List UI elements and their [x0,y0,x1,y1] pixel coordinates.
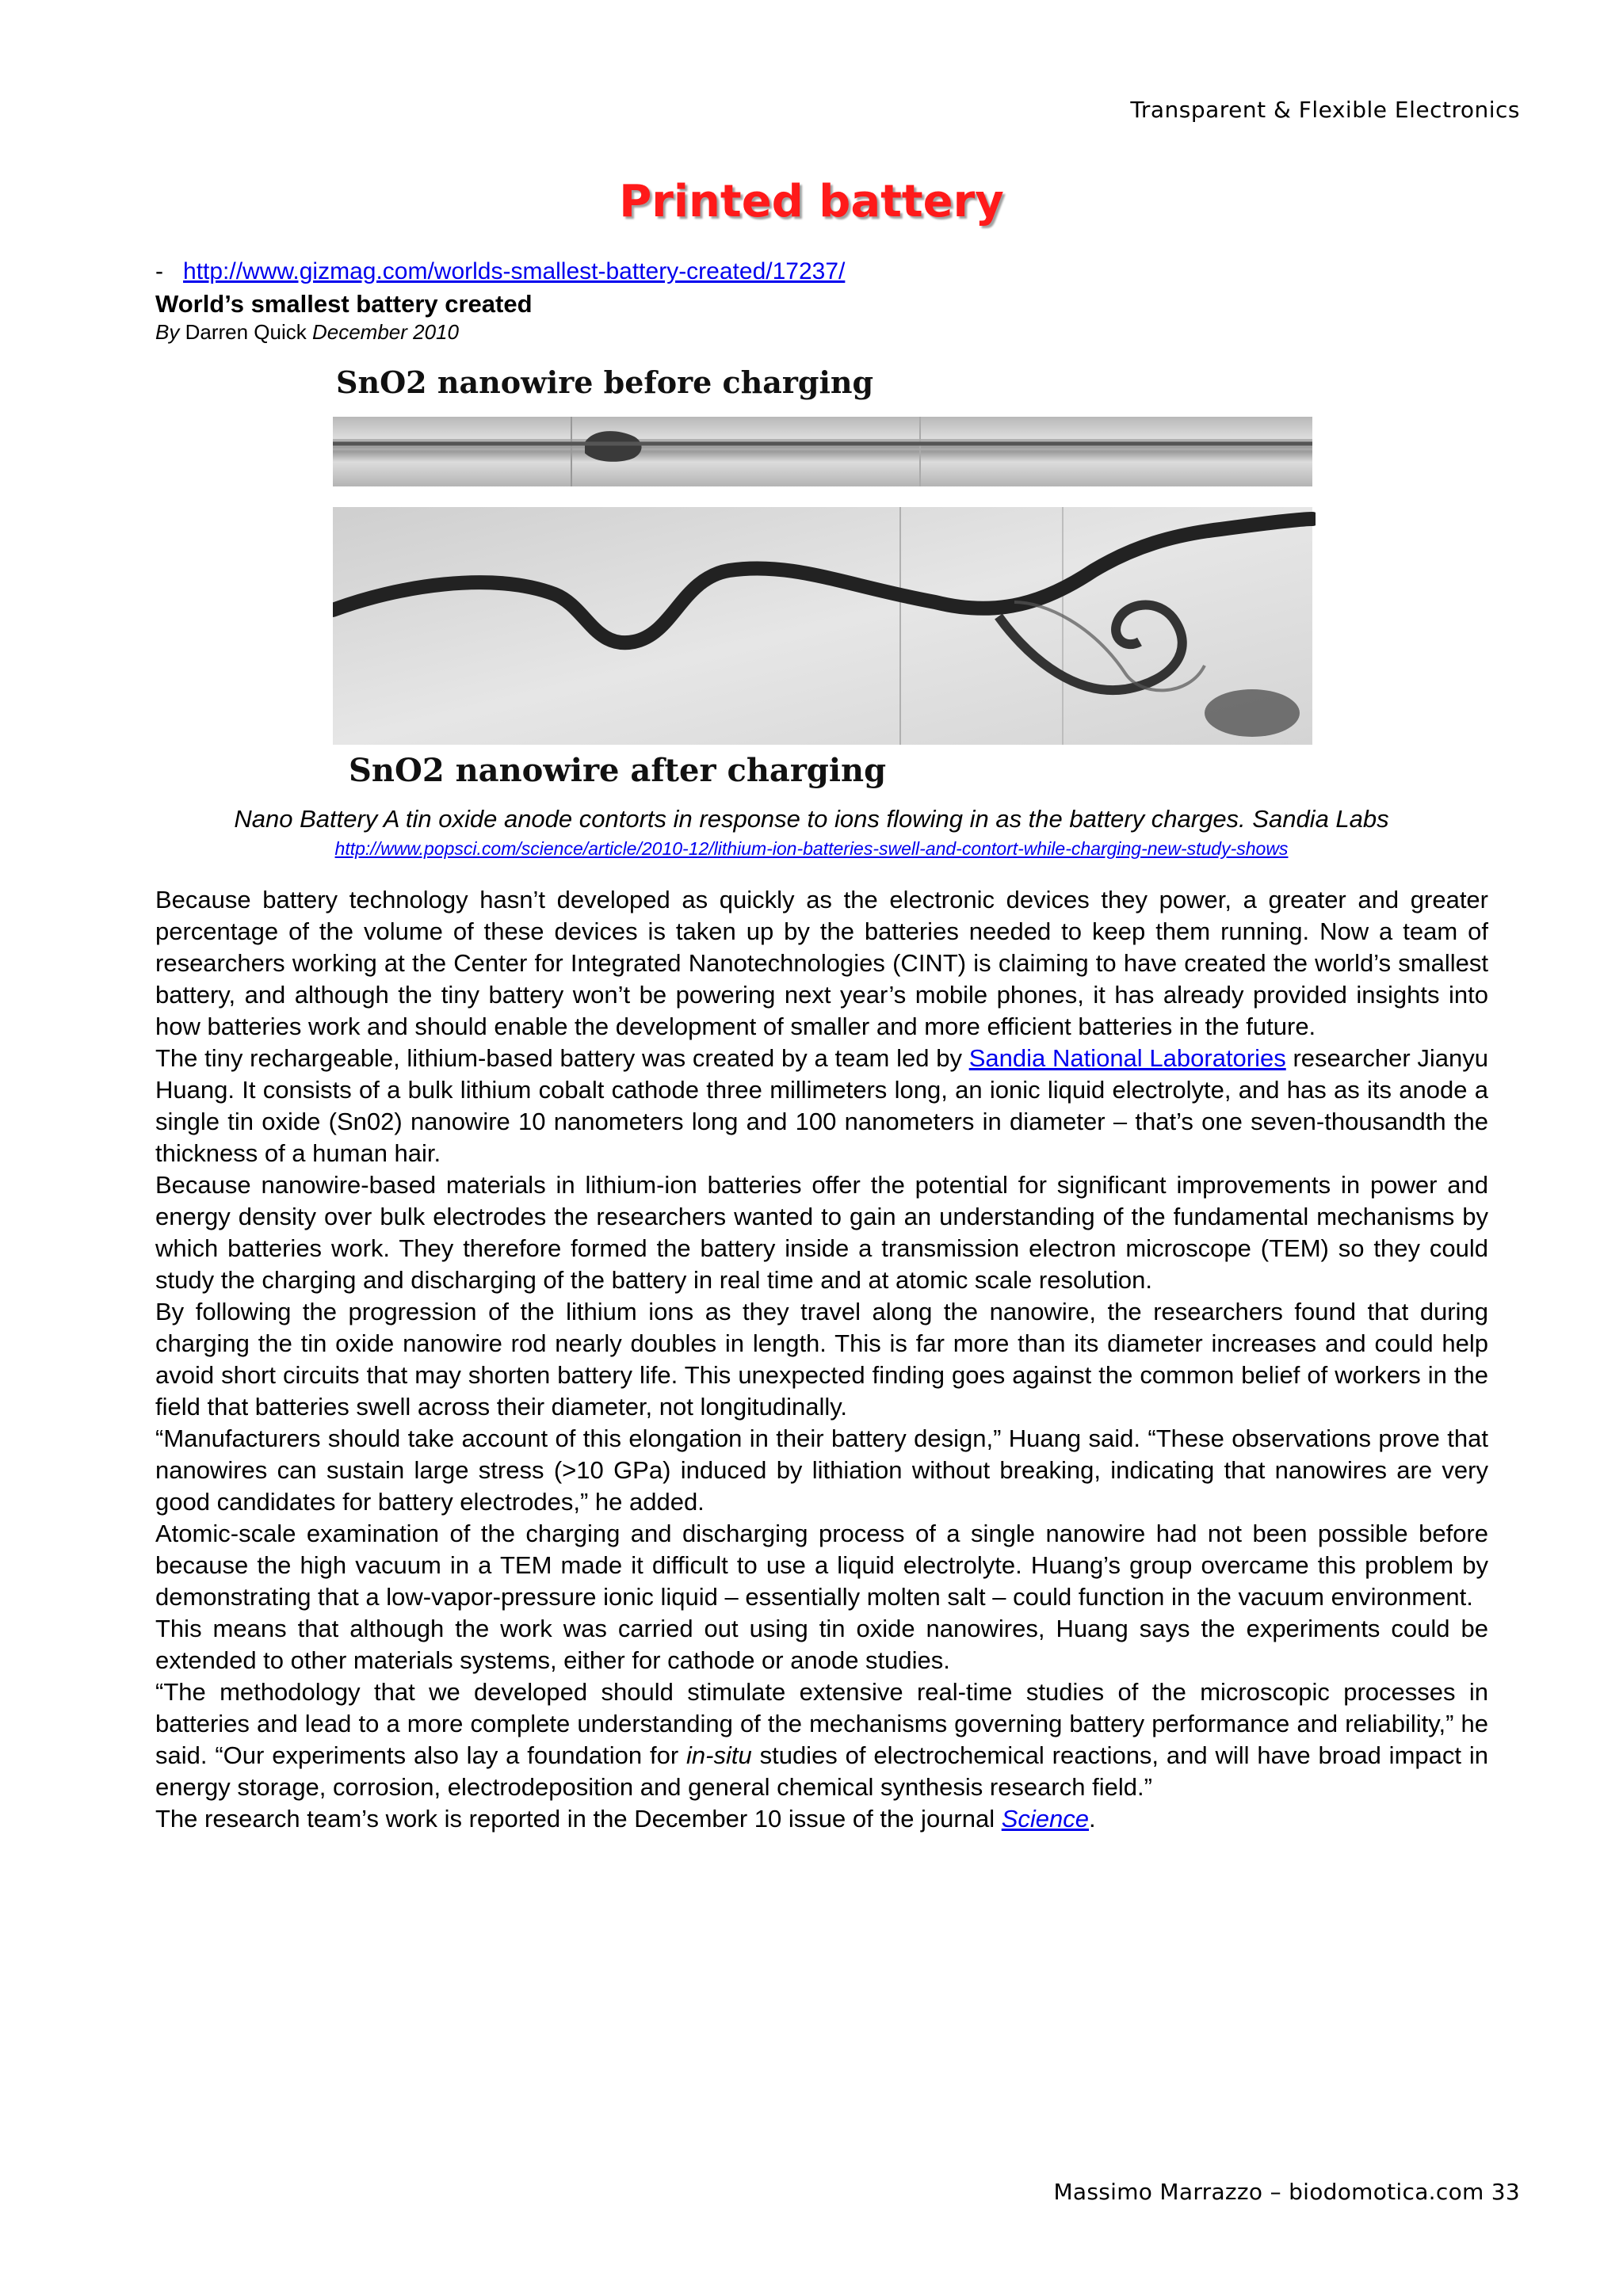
p9-text-after: . [1089,1805,1096,1833]
page-title: Printed battery [619,176,1004,227]
caption-link-line [0,838,1623,860]
body-paragraph-4: By following the progression of the lithium ions as they travel along the nanowire, the researchers found that during charging the tin oxide nanowire rod nearly doubles in length. This is far more than its diameter increases and could help avoid short circuits that may shorten battery life. This unexpected finding goes against the common belief of workers in the field that batteries swell across their diameter, not longitudinally. [155,1298,1488,1421]
source-link[interactable]: http://www.gizmag.com/worlds-smallest-battery-created/17237/ [183,258,846,284]
figure-label-top: SnO2 nanowire before charging [336,364,874,400]
p8-text-after: studies of electrochemical reactions, and will have broad impact in energy storage, corrosion, electrodeposition and general chemical synthesis research field.” [155,1741,1488,1801]
figure-label-bottom: SnO2 nanowire after charging [349,752,887,789]
figure-caption: Nano Battery A tin oxide anode contorts in response to ions flowing in as the battery charges. Sandia Labs [234,805,1389,833]
article-headline: World’s smallest battery created [155,290,533,318]
p2-text-before: The tiny rechargeable, lithium-based battery was created by a team led by [155,1044,969,1072]
sandia-link[interactable]: Sandia National Laboratories [968,1044,1286,1072]
p8-text-before: “The methodology that we developed should stimulate extensive real-time studies of the microscopic processes in batteries and lead to a more complete understanding of the mechanisms governing battery performance and reliability,” he said. “Our experiments also lay a foundation for [155,1678,1488,1769]
science-link[interactable]: Science [1001,1805,1090,1833]
body-paragraph-7: This means that although the work was carried out using tin oxide nanowires, Huang says the experiments could be extended to other materials systems, either for cathode or anode studies. [155,1615,1488,1674]
body-paragraph-6: Atomic-scale examination of the charging and discharging process of a single nanowire had not been possible before because the high vacuum in a TEM made it difficult to use a liquid electrolyte. Huang’s group overcame this problem by demonstrating that a low-vapor-pressure ionic liquid – essentially molten salt – could function in the vacuum environment. [155,1520,1488,1611]
source-line [155,258,845,285]
byline-author: Darren Quick [185,320,307,344]
byline-date: December 2010 [311,320,459,344]
byline-by: By [155,320,180,344]
caption-link[interactable]: http://www.popsci.com/science/article/2010-12/lithium-ion-batteries-swell-and-contort-while-charging-new-study-shows [334,838,1289,859]
nanowire-figure [333,364,1316,792]
p2-text-after: researcher Jianyu Huang. It consists of a bulk lithium cobalt cathode three millimeters long, an ionic liquid electrolyte, and has as its anode a single tin oxide (Sn02) nanowire 10 nanometers long and 100 nanometers in diameter – that’s one seven-thousandth the thickness of a human hair. [155,1044,1488,1167]
article-body [155,884,1488,1835]
page-footer: Massimo Marrazzo – biodomotica.com 33 [1053,2179,1520,2205]
body-paragraph-8 [155,1676,1488,1803]
body-paragraph-3: Because nanowire-based materials in lithium-ion batteries offer the potential for significant improvements in power and energy density over bulk electrodes the researchers wanted to gain an understanding of the fundamental mechanisms by which batteries work. They therefore formed the battery inside a transmission electron microscope (TEM) so they could study the charging and discharging of the battery in real time and at atomic scale resolution. [155,1171,1488,1294]
body-paragraph-5: “Manufacturers should take account of this elongation in their battery design,” Huang said. “These observations prove that nanowires can sustain large stress (>10 GPa) induced by lithiation without breaking, indicating that nanowires are very good candidates for battery electrodes,” he added. [155,1425,1488,1516]
running-header: Transparent & Flexible Electronics [1130,97,1520,123]
body-paragraph-2 [155,1043,1488,1169]
source-dash: - [155,258,163,284]
body-paragraph-1: Because battery technology hasn’t developed as quickly as the electronic devices they power, a greater and greater percentage of the volume of these devices is taken up by the batteries needed to keep them running. Now a team of researchers working at the Center for Integrated Nanotechnologies (CINT) is claiming to have created the world’s smallest battery, and although the tiny battery won’t be powering next year’s mobile phones, it has already provided insights into how batteries work and should enable the development of smaller and more efficient batteries in the future. [155,886,1488,1040]
p9-text-before: The research team’s work is reported in the December 10 issue of the journal [155,1805,1002,1833]
p8-italic: in-situ [686,1741,752,1769]
figure-strip-before [333,417,1312,486]
article-byline [155,320,459,345]
body-paragraph-9 [155,1803,1488,1835]
